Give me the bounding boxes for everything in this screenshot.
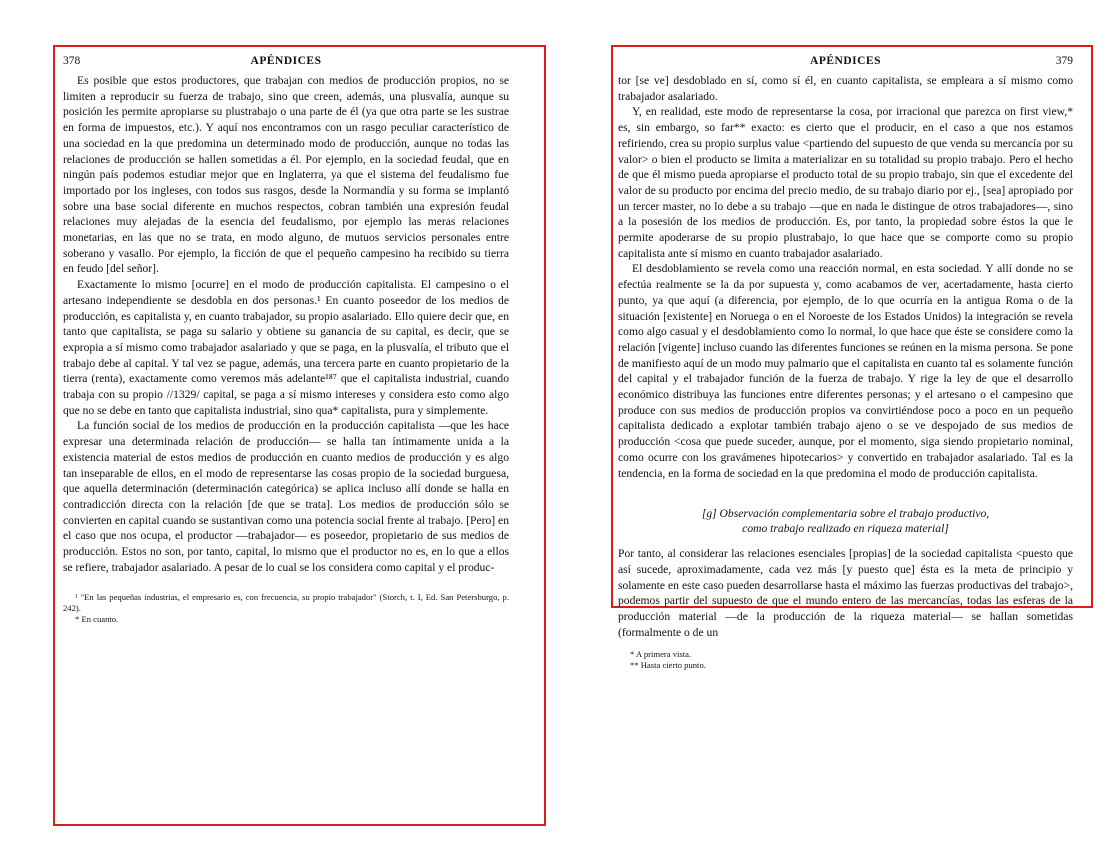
right-page-number: 379 bbox=[1055, 55, 1073, 67]
section-paragraph: Por tanto, al considerar las relaciones esenciales [propias] de la sociedad capitalista <puesto que así sucede, aproximadamente, cada vez más [y puesto que] ésta es la meta de principio y solamente en este caso pueden desarrollarse hasta el máximo las fuerzas productivas del trabajo>, podemos partir del supuesto de que el mundo entero de las mercancías, todas las esferas de la producción material —de la producción de la riqueza material— se hallan sometidas (formalmente o de un bbox=[618, 547, 1073, 639]
left-page-header bbox=[63, 55, 509, 73]
section-heading-line-1: [g] Observación complementaria sobre el trabajo productivo, bbox=[701, 507, 990, 521]
right-page bbox=[618, 55, 1073, 671]
section-heading-line-2: como trabajo realizado en riqueza material] bbox=[742, 521, 949, 535]
left-paragraph-3: La función social de los medios de producción en la producción capitalista —que les hace expresar una determinada relación de producción— se halla tan íntimamente unida a la existencia material de estos medios de producción en cuanto medios de producción y es algo tan inseparable de ellos, en el modo de representarse las cosas propio de la sociedad burguesa, que aquella determinación (determinación categórica) se aplica incluso allí donde se halla en contradicción directa con la relación [de que se trata]. Los medios de producción sólo se convierten en capital cuando se sustantivan como una potencia social frente al trabajo. [Pero] en el caso que nos ocupa, el productor —trabajador— es poseedor, propietario de sus medios de producción. Estos no son, por tanto, capital, lo mismo que el productor no es, en lo que a ellos se refiere, trabajador asalariado. A pesar de lo cual se los considera como capital y el produc- bbox=[63, 419, 509, 574]
right-paragraph-1: tor [se ve] desdoblado en sí, como sí él, en cuanto capitalista, se empleara a sí mismo como trabajador asalariado. bbox=[618, 74, 1073, 103]
left-paragraph-2: Exactamente lo mismo [ocurre] en el modo de producción capitalista. El campesino o el artesano independiente se desdobla en dos personas.¹ En cuanto poseedor de los medios de producción, es capitalista y, en cuanto trabajador, su propio asalariado. Ello quiere decir que, en tanto que capitalista, se paga su salario y obtiene su ganancia de su capital, es decir, que se expropia a sí mismo como trabajador asalariado y que se paga, en la plusvalía, el tributo que el trabajo debe al capital. Y tal vez se pague, además, una tercera parte en cuanto propietario de la tierra (renta), exactamente como veremos más adelante¹⁸⁷ que el capitalista industrial, cuando trabaja con su propio //1329/ capital, se paga a sí mismo intereses y considera esto como algo que no se debe en tanto que capitalista industrial, sino qua* capitalista, pura y simplemente. bbox=[63, 278, 509, 417]
right-paragraph-2: Y, en realidad, este modo de representarse la cosa, por irracional que parezca on first view,* es, sin embargo, so far** exacto: es cierto que el producir, en el caso a que nos estamos refiriendo, crea su propio surplus value <partiendo del supuesto de que venda su mercancía por su valor> o bien el producto se limita a materializar en su totalidad su propio trabajo. Pero el hecho de que él mismo pueda apropiarse el producto total de su propio trabajo, sin que el excedente del valor de su producto por encima del precio medio, de su trabajo diario por ej., [sea] apropiado por un tercer master, no lo debe a su trabajo —que en nada le distingue de otros trabajadores—, sino a la posesión de los medios de producción. Es, por tanto, la propiedad sobre éstos la que le permite apoderarse de su propio plustrabajo, lo que hace que se comporte como su propio capitalista ante sí mismo en cuanto trabajador asalariado. bbox=[618, 105, 1073, 260]
section-heading bbox=[618, 507, 1073, 536]
right-footnote-2: ** Hasta cierto punto. bbox=[630, 659, 706, 670]
left-footnote-1: ¹ "En las pequeñas industrias, el empresario es, con frecuencia, su propio trabajador" (Storch, t. I, Ed. San Petersburgo, p. 242). bbox=[63, 591, 509, 613]
right-running-title: APÉNDICES bbox=[810, 55, 881, 67]
left-footnote-2: * En cuanto. bbox=[75, 613, 119, 624]
left-page bbox=[63, 55, 509, 625]
left-running-title: APÉNDICES bbox=[250, 55, 322, 67]
right-paragraph-3: El desdoblamiento se revela como una reacción normal, en esta sociedad. Y allí donde no se efectúa realmente se la da por supuesta y, como acabamos de ver, acertadamente, hasta cierto punto, ya que aquí (a diferencia, por ejemplo, de lo que ocurría en la antigua Roma o de la situación [existente] en Noruega o en el Noroeste de los Estados Unidos) la integración se revela como algo casual y el desdoblamiento como lo normal, lo que hace que éste se considere como la relación [vigente] incluso cuando las diferentes funciones se reúnen en la misma persona. Se pone de manifiesto aquí de un modo muy palmario que el capitalista en cuanto tal es solamente función del capital y el trabajador función de la fuerza de trabajo. Y rige la ley de que el desarrollo económico distribuya las funciones entre diferentes personas; y el artesano o el campesino que produce con sus medios de producción propios va convirtiéndose poco a poco en un pequeño capitalista dedicado a explotar también trabajo ajeno o se ve despojado de sus medios de producción <cosa que puede suceder, aunque, por el momento, siga siendo propietario nominal, como ocurre con los gravámenes hipotecarios> y convertido en trabajador asalariado. Tal es la tendencia, en la forma de sociedad en la que predomina el modo de producción capitalista. bbox=[618, 262, 1073, 480]
right-footnote-1: * A primera vista. bbox=[630, 648, 692, 659]
left-paragraph-1: Es posible que estos productores, que trabajan con medios de producción propios, no se limiten a reproducir su fuerza de trabajo, sino que creen, además, una plusvalía, aunque su posición les permite apropiarse su plustrabajo o una parte de él (ya que otra parte se les sustrae en forma de impuestos, etc.). Y aquí nos encontramos con un rasgo peculiar característico de una sociedad en la que predomina un determinado modo de producción, aunque no todas las relaciones de producción se hallen sometidas a él. Por ejemplo, en la sociedad feudal, que en ningún país podemos estudiar mejor que en Inglaterra, ya que el sistema del feudalismo fue importado por los ingleses, con todos sus rasgos, desde la Normandía y su forma se implantó sobre una base social diferente en muchos respectos, cobran también una expresión feudal relaciones muy alejadas de la esencia del feudalismo, por ejemplo las meras relaciones monetarias, en las que no se trata, en modo alguno, de mutuos servicios personales entre soberano y vasallo. Por ejemplo, la ficción de que el pequeño campesino ha recibido su tierra en feudo [del señor]. bbox=[63, 74, 509, 276]
right-page-header bbox=[618, 55, 1073, 73]
left-page-number: 378 bbox=[63, 55, 81, 67]
